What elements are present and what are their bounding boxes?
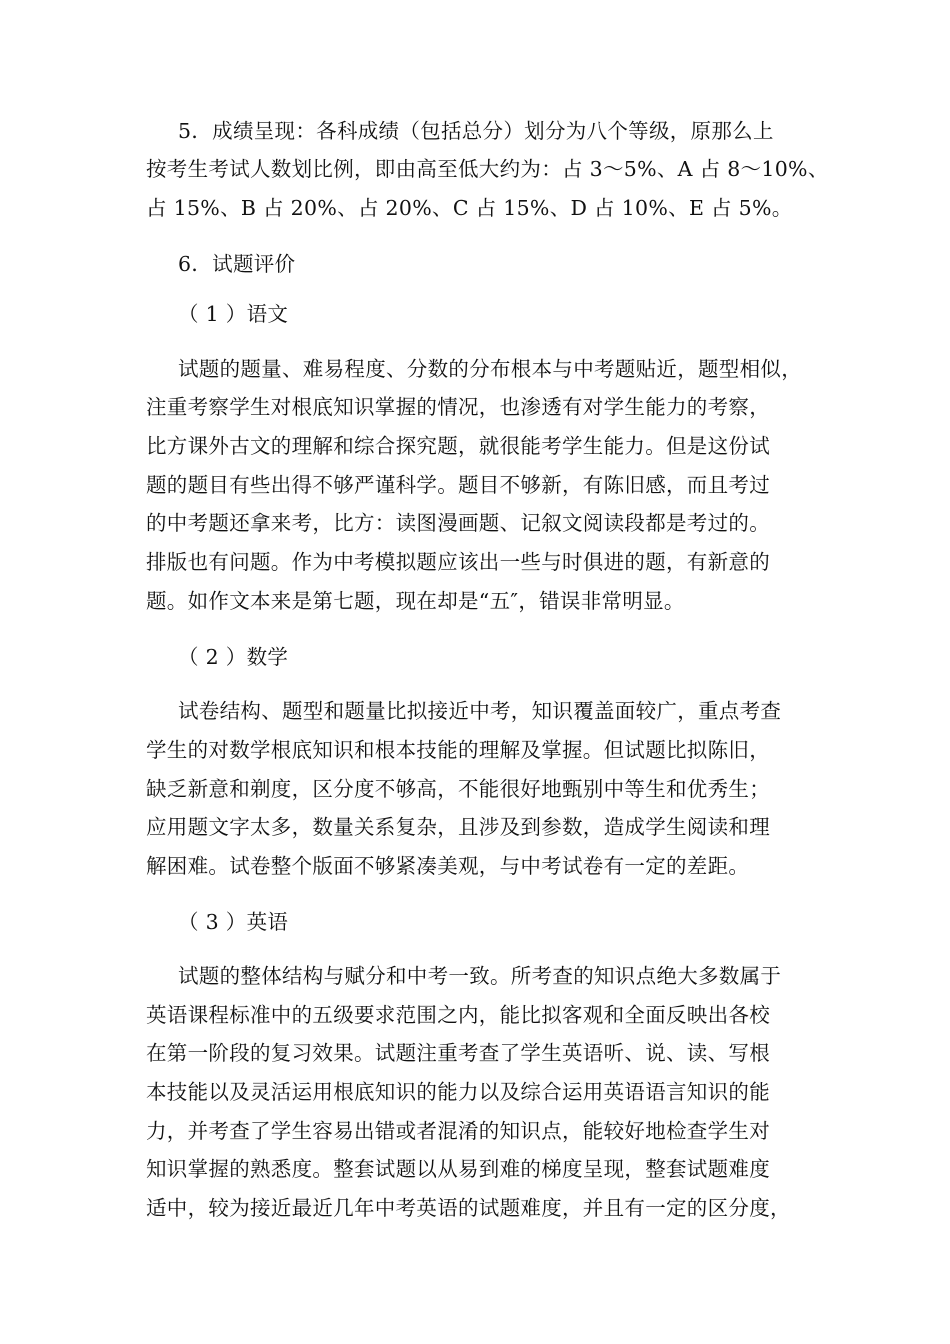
math-heading: （ 2 ）数学 — [178, 645, 289, 669]
chinese-line-3: 比方课外古文的理解和综合探究题，就很能考学生能力。但是这份试 — [146, 434, 770, 458]
math-line-1: 试卷结构、题型和题量比拟接近中考，知识覆盖面较广，重点考查 — [178, 699, 782, 723]
chinese-line-4: 题的题目有些出得不够严谨科学。题目不够新，有陈旧感，而且考过 — [146, 473, 770, 497]
section5-line-1: 5．成绩呈现：各科成绩（包括总分）划分为八个等级，原那么上 — [178, 119, 774, 143]
english-heading: （ 3 ）英语 — [178, 910, 289, 934]
chinese-line-7: 题。如作文本来是第七题，现在却是“五″，错误非常明显。 — [146, 589, 685, 613]
section6-heading: 6．试题评价 — [178, 252, 296, 276]
chinese-line-2: 注重考察学生对根底知识掌握的情况，也渗透有对学生能力的考察， — [146, 395, 770, 419]
math-line-2: 学生的对数学根底知识和根本技能的理解及掌握。但试题比拟陈旧， — [146, 738, 770, 762]
english-line-2: 英语课程标准中的五级要求范围之内，能比拟客观和全面反映出各校 — [146, 1003, 770, 1027]
math-line-5: 解困难。试卷整个版面不够紧凑美观，与中考试卷有一定的差距。 — [146, 854, 750, 878]
chinese-line-1: 试题的题量、难易程度、分数的分布根本与中考题贴近，题型相似， — [178, 357, 802, 381]
math-line-3: 缺乏新意和剃度，区分度不够高，不能很好地甄别中等生和优秀生； — [146, 777, 770, 801]
english-line-5: 力，并考查了学生容易出错或者混淆的知识点，能较好地检查学生对 — [146, 1119, 770, 1143]
english-line-7: 适中，较为接近最近几年中考英语的试题难度，并且有一定的区分度， — [146, 1196, 791, 1220]
english-line-1: 试题的整体结构与赋分和中考一致。所考查的知识点绝大多数属于 — [178, 964, 782, 988]
english-line-6: 知识掌握的熟悉度。整套试题以从易到难的梯度呈现，整套试题难度 — [146, 1157, 770, 1181]
section5-line-3: 占 15%、B 占 20%、占 20%、C 占 15%、D 占 10%、E 占 5%。 — [146, 196, 793, 220]
section5-line-2: 按考生考试人数划比例，即由高至低大约为：占 3～5%、A 占 8～10%、 — [146, 157, 829, 181]
chinese-heading: （ 1 ）语文 — [178, 302, 289, 326]
math-line-4: 应用题文字太多，数量关系复杂，且涉及到参数，造成学生阅读和理 — [146, 815, 770, 839]
english-line-4: 本技能以及灵活运用根底知识的能力以及综合运用英语语言知识的能 — [146, 1080, 770, 1104]
chinese-line-6: 排版也有问题。作为中考模拟题应该出一些与时俱进的题，有新意的 — [146, 550, 770, 574]
chinese-line-5: 的中考题还拿来考，比方：读图漫画题、记叙文阅读段都是考过的。 — [146, 511, 770, 535]
english-line-3: 在第一阶段的复习效果。试题注重考查了学生英语听、说、读、写根 — [146, 1041, 770, 1065]
